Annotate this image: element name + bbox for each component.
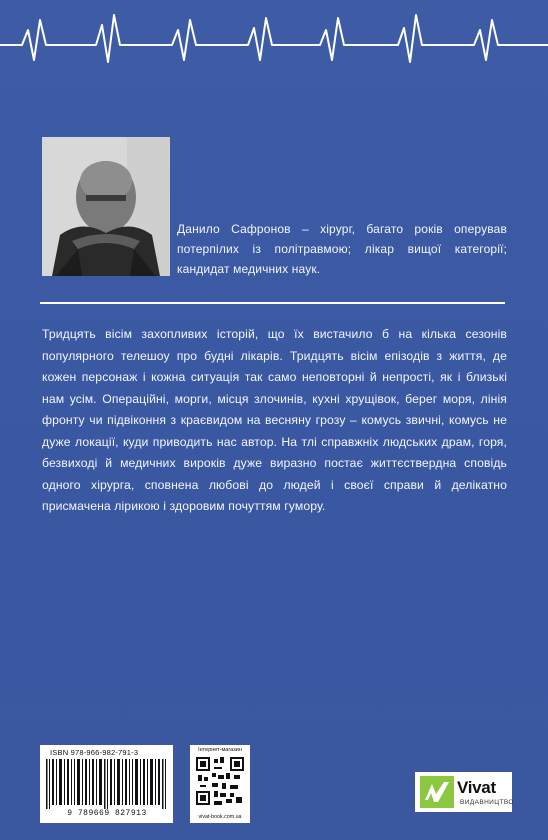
qr-label: Інтернет-магазин [198, 747, 242, 753]
publisher-logo [415, 772, 512, 812]
book-annotation: Тридцять вісім захопливих історій, що їх вистачило б на кілька сезонів популярного телешоу про будні лікарів. Тридцять вісім епізодів з життя, де кожен персонаж і кожна ситуація так само неповторні й непрості, як і близькі нам усім. Операційні, морги, місця злочинів, кухні хрущівок, берег моря, лінія фронту чи підвіконня з краєвидом на весняну грозу – комусь звичні, комусь не дуже локації, куди приводить нас автор. На тлі справжніх людських драм, горя, безвиході й медичних вироків дуже виразно постає життєствердна сповідь одного хірурга, сповнена любові до людей і своєї справи й делікатно присмачена лірикою і здоровим почуттям гумору. [42, 327, 507, 513]
qr-code-icon [196, 757, 244, 805]
vivat-leaf-icon [420, 776, 454, 808]
publisher-name: Vivat [457, 778, 496, 797]
divider [40, 302, 505, 304]
author-portrait-image [42, 137, 170, 276]
qr-code-block [190, 745, 250, 823]
barcode [40, 745, 173, 823]
heartbeat-line-icon [0, 0, 548, 80]
qr-url: vivat-book.com.ua [198, 814, 242, 820]
publisher-subtitle: ВИДАВНИЦТВО [460, 799, 514, 806]
barcode-icon [46, 759, 167, 809]
barcode-number: 9 789669 827913 [67, 809, 147, 818]
isbn-label: ISBN 978-966-982-791-3 [50, 748, 139, 757]
author-photo [42, 137, 170, 276]
author-bio: Данило Сафронов – хірург, багато років оперував потерпілих із політравмою; лікар вищої категорії; кандидат медичних наук. [177, 222, 507, 276]
